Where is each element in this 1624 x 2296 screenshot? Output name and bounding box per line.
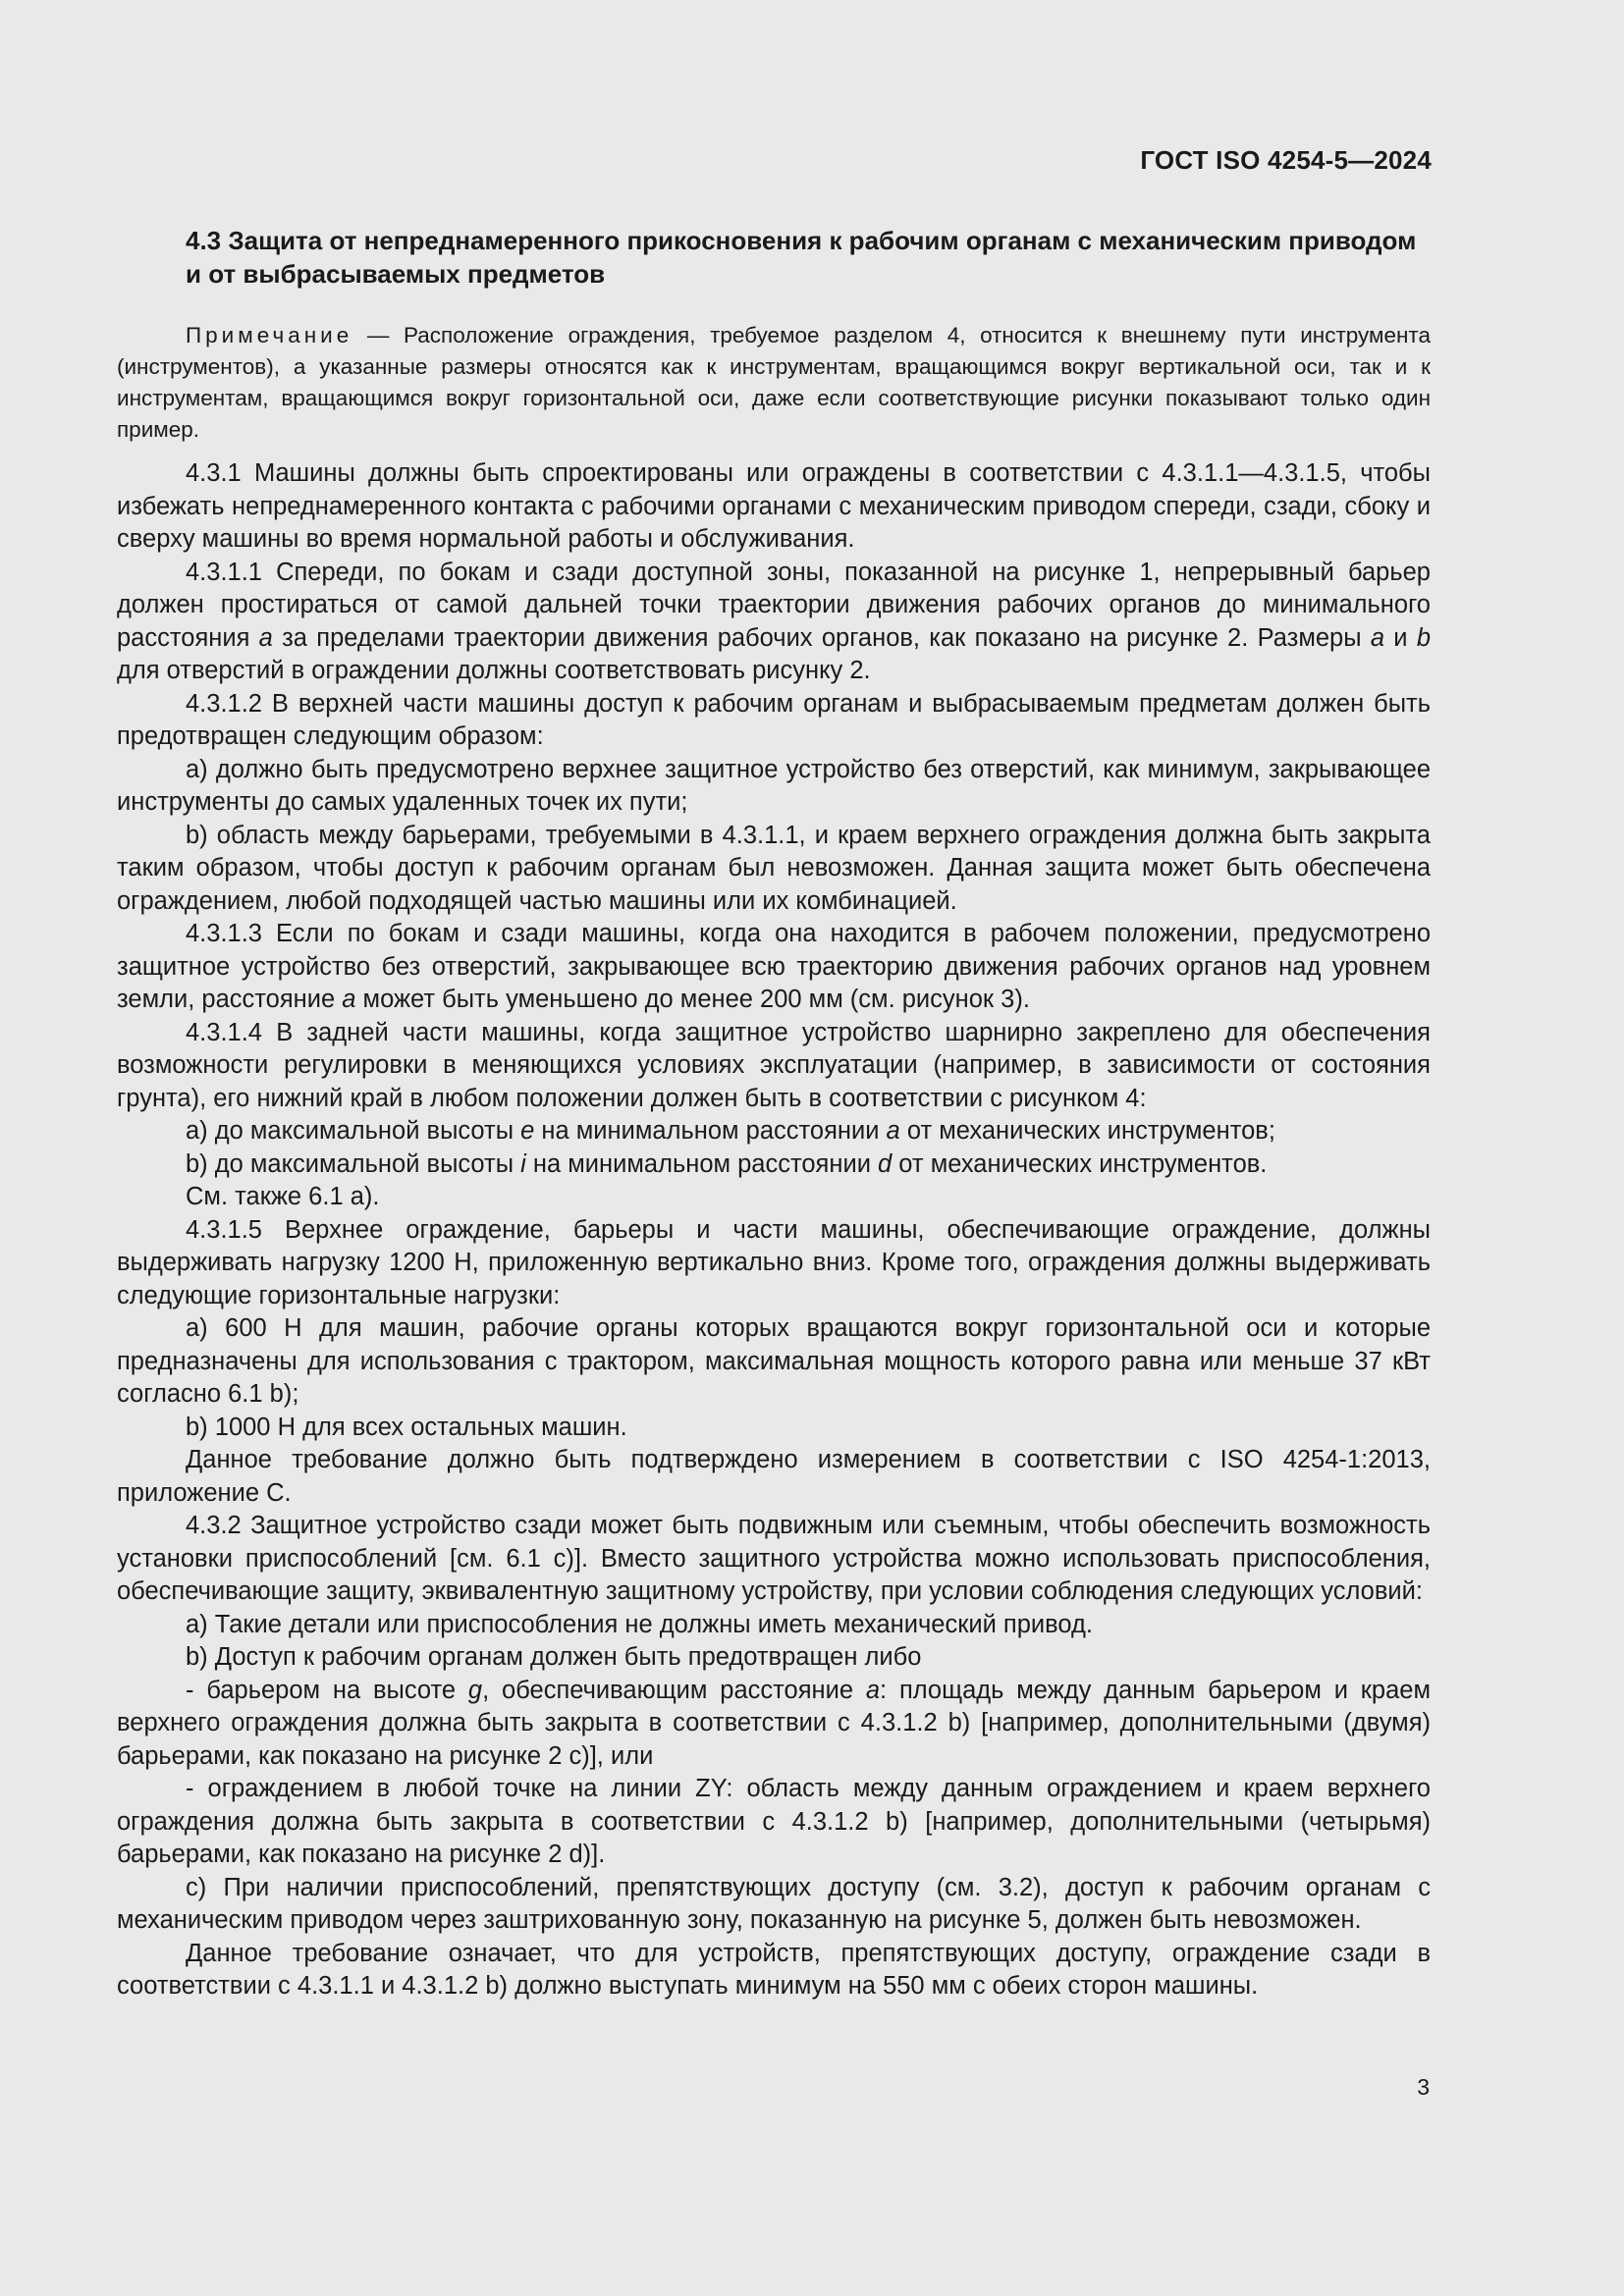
text-run: может быть уменьшено до менее 200 мм (см. рисунок 3).: [355, 986, 1030, 1013]
text-run: от механических инструментов;: [899, 1117, 1275, 1145]
text-run: b) до максимальной высоты: [186, 1149, 521, 1178]
dash-item: - ограждением в любой точке на линии ZY: область между данным ограждением и краем верхнего ограждения должна быть закрыта в соответствии с 4.3.1.2 b) [например, дополнительными (четырьмя) барьерами, как показано на рисунке 2 d)].: [117, 1775, 1431, 1868]
paragraph-4-3-1-2: 4.3.1.2 В верхней части машины доступ к рабочим органам и выбрасываемым предметам должен быть предотвращен следующим образом:: [117, 689, 1431, 750]
variable: a: [342, 986, 356, 1013]
variable: a: [258, 623, 273, 652]
list-item-a: [117, 1115, 1431, 1148]
document-code: ГОСТ ISO 4254-5—2024: [1140, 145, 1432, 175]
dash-item: [117, 1675, 1431, 1774]
paragraph-4-3-1-4: 4.3.1.4 В задней части машины, когда защитное устройство шарнирно закреплено для обеспечения возможности регулировки в меняющихся условиях эксплуатации (например, в зависимости от состояния грунта), его нижний край в любом положении должен быть в соответствии с рисунком 4:: [117, 1018, 1431, 1112]
list-item-a: a) Такие детали или приспособления не должны иметь механический привод.: [186, 1610, 1094, 1638]
text-run: , обеспечивающим расстояние: [482, 1676, 866, 1704]
list-item-c: c) При наличии приспособлений, препятствующих доступу (см. 3.2), доступ к рабочим органам с механическим приводом через заштрихованную зону, показанную на рисунке 5, должен быть невозможен.: [117, 1873, 1431, 1934]
body-text: [117, 457, 1431, 2003]
variable: a: [865, 1676, 881, 1704]
list-item-a: a) 600 Н для машин, рабочие органы которых вращаются вокруг горизонтальной оси и которые предназначены для использования с трактором, максимальная мощность которого равна или меньше 37 кВт согласно 6.1 b);: [117, 1314, 1431, 1408]
page-number: 3: [1417, 2074, 1430, 2100]
text-run: - барьером на высоте: [186, 1676, 468, 1704]
list-item-b: b) 1000 Н для всех остальных машин.: [186, 1413, 627, 1441]
text-run: и: [1384, 623, 1417, 652]
note: [117, 320, 1431, 446]
paragraph-4-3-1-3: [117, 918, 1431, 1017]
text-run: 4.3.1.1 Спереди, по бокам и сзади доступной зоны, показанной на рисунке 1, непрерывный барьер должен простираться от самой дальней точки траектории движения рабочих органов до минимального расстояния: [117, 558, 1431, 652]
variable: a: [1370, 623, 1385, 652]
text-run: за пределами траектории движения рабочих органов, как показано на рисунке 2. Размеры: [272, 623, 1371, 652]
variable: b: [1416, 623, 1432, 652]
verification-note: Данное требование должно быть подтверждено измерением в соответствии с ISO 4254-1:2013, приложение С.: [117, 1446, 1431, 1507]
list-item-b: b) Доступ к рабочим органам должен быть предотвращен либо: [186, 1643, 922, 1671]
text-run: на минимальном расстоянии: [525, 1149, 879, 1178]
text-run: a) до максимальной высоты: [186, 1117, 521, 1145]
list-item-b: [117, 1148, 1431, 1182]
see-also: См. также 6.1 а).: [186, 1183, 380, 1210]
paragraph-4-3-1-1: [117, 557, 1431, 688]
text-run: 4.3.1.3 Если по бокам и сзади машины, когда она находится в рабочем положении, предусмотрено защитное устройство без отверстий, закрывающее всю траекторию движения рабочих органов над уровнем земли, расстояние: [117, 920, 1431, 1013]
text-run: : площадь между данным барьером и краем верхнего ограждения должна быть закрыта в соответствии с 4.3.1.2 b) [например, дополнительными (двумя) барьерами, как показано на рисунке 2 с)], или: [117, 1676, 1431, 1770]
variable: i: [520, 1149, 526, 1178]
variable: a: [886, 1117, 900, 1145]
variable: e: [520, 1117, 535, 1145]
list-item-a: a) должно быть предусмотрено верхнее защитное устройство без отверстий, как минимум, закрывающее инструменты до самых удаленных точек их пути;: [117, 755, 1431, 816]
list-item-b: b) область между барьерами, требуемыми в 4.3.1.1, и краем верхнего ограждения должна быть закрыта таким образом, чтобы доступ к рабочим органам был невозможен. Данная защита может быть обеспечена ограждением, любой подходящей частью машины или их комбинацией.: [117, 821, 1431, 915]
variable: g: [467, 1676, 483, 1704]
text-run: от механических инструментов.: [892, 1149, 1268, 1178]
paragraph-4-3-1-5: 4.3.1.5 Верхнее ограждение, барьеры и части машины, обеспечивающие ограждение, должны выдерживать нагрузку 1200 Н, приложенную вертикально вниз. Кроме того, ограждения должны выдерживать следующие горизонтальные нагрузки:: [117, 1215, 1431, 1309]
text-run: для отверстий в ограждении должны соответствовать рисунку 2.: [117, 657, 871, 684]
closing-paragraph: Данное требование означает, что для устройств, препятствующих доступу, ограждение сзади в соответствии с 4.3.1.1 и 4.3.1.2 b) должно выступать минимум на 550 мм с обеих сторон машины.: [117, 1939, 1431, 2000]
text-run: на минимальном расстоянии: [534, 1117, 887, 1145]
note-text: — Расположение ограждения, требуемое разделом 4, относится к внешнему пути инструмента (инструментов), а указанные размеры относятся как к инструментам, вращающимся вокруг вертикальной оси, так и к инструментам, вращающимся вокруг горизонтальной оси, даже если соответствующие рисунки показывают только один пример.: [117, 323, 1431, 442]
section-title: 4.3 Защита от непреднамеренного прикосновения к рабочим органам с механическим приводом и от выбрасываемых предметов: [186, 226, 1417, 289]
paragraph-4-3-1: 4.3.1 Машины должны быть спроектированы или ограждены в соответствии с 4.3.1.1—4.3.1.5, чтобы избежать непреднамеренного контакта с рабочими органами с механическим приводом спереди, сзади, сбоку и сверху машины во время нормальной работы и обслуживания.: [117, 459, 1431, 553]
variable: d: [878, 1149, 893, 1178]
note-label: Примечание: [186, 323, 353, 347]
paragraph-4-3-2: 4.3.2 Защитное устройство сзади может быть подвижным или съемным, чтобы обеспечить возможность установки приспособлений [см. 6.1 с)]. Вместо защитного устройства можно использовать приспособления, обеспечивающие защиту, эквивалентную защитному устройству, при условии соблюдения следующих условий:: [117, 1512, 1431, 1605]
